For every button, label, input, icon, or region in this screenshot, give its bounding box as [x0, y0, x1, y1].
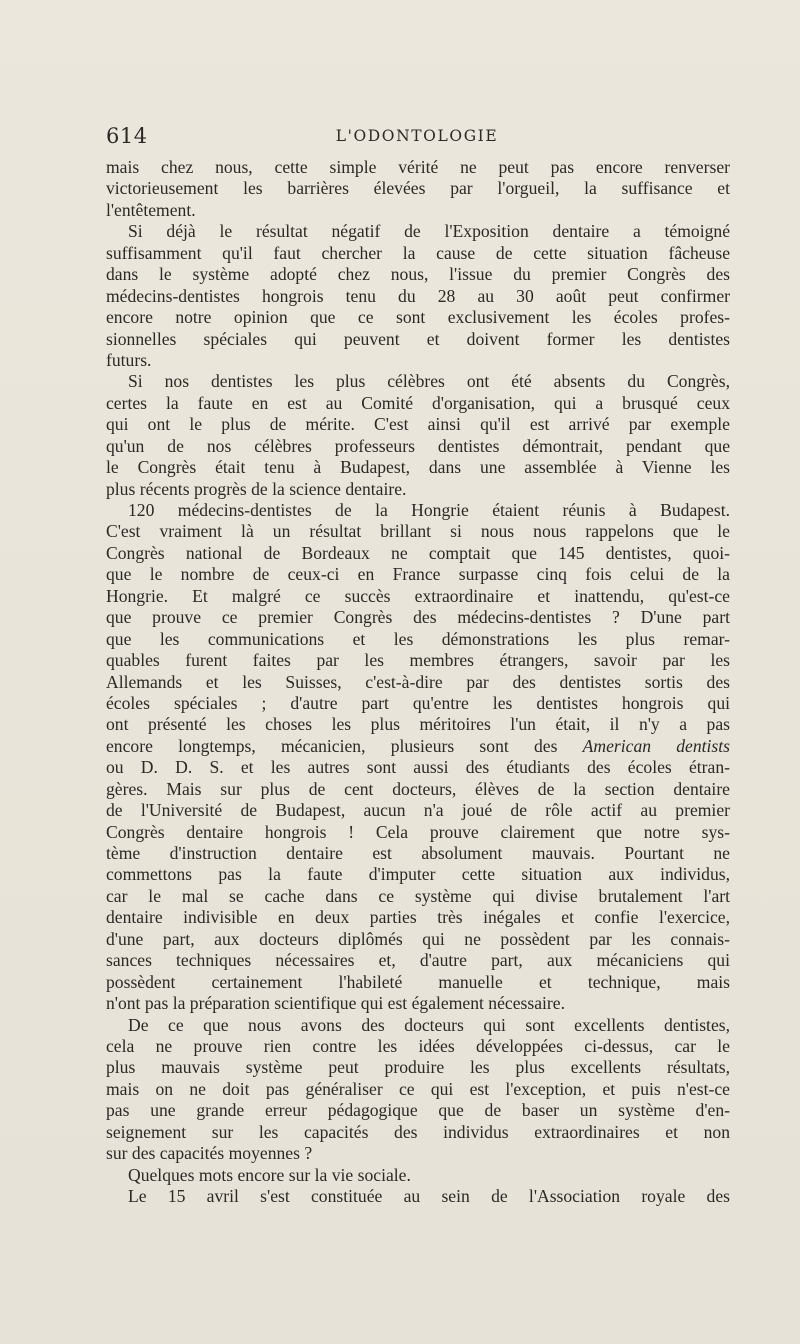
line-text: cela ne prouve rien contre les idées développées ci-dessus, car le [106, 1035, 730, 1056]
text-line [106, 1143, 730, 1164]
line-text: sur des capacités moyennes ? [106, 1143, 313, 1164]
line-text: ou D. D. S. et les autres sont aussi des étudiants des écoles étran- [106, 757, 730, 778]
line-text: possèdent certainement l'habileté manuelle et technique, mais [106, 971, 730, 992]
text-line [106, 650, 730, 671]
text-line [106, 779, 730, 800]
line-text: que prouve ce premier Congrès des médecins-dentistes ? D'une part [106, 607, 730, 628]
line-text: médecins-dentistes hongrois tenu du 28 au 30 août peut confirmer [106, 285, 730, 306]
text-line [106, 1057, 730, 1078]
text-line [106, 307, 730, 328]
text-line [106, 714, 730, 735]
line-text: quables furent faites par les membres étrangers, savoir par les [106, 650, 730, 671]
text-line [106, 929, 730, 950]
text-line [106, 886, 730, 907]
line-text: mais on ne doit pas généraliser ce qui est l'exception, et puis n'est-ce [106, 1078, 730, 1099]
line-text: qui ont le plus de mérite. C'est ainsi qu'il est arrivé par exemple [106, 414, 730, 435]
line-text: Le 15 avril s'est constituée au sein de l'Association royale des [128, 1186, 730, 1206]
line-text: car le mal se cache dans ce système qui divise brutalement l'art [106, 885, 730, 906]
text-line [106, 543, 730, 564]
line-text: Si nos dentistes les plus célèbres ont été absents du Congrès, [128, 371, 730, 392]
line-text: que le nombre de ceux-ci en France surpasse cinq fois celui de la [106, 564, 730, 585]
line-text: sances techniques nécessaires et, d'autre part, aux mécaniciens qui [106, 950, 730, 971]
text-line [106, 993, 730, 1014]
line-text: victorieusement les barrières élevées par l'orgueil, la suffisance et [106, 178, 730, 199]
line-text: tème d'instruction dentaire est absolument mauvais. Pourtant ne [106, 843, 730, 863]
text-line [106, 371, 730, 392]
page-number: 614 [106, 124, 148, 148]
text-line [106, 286, 730, 307]
text-line [106, 157, 730, 178]
text-line [106, 757, 730, 778]
line-text: Hongrie. Et malgré ce succès extraordinaire et inattendu, qu'est-ce [106, 585, 730, 606]
text-line [106, 200, 730, 221]
line-text: suffisamment qu'il faut chercher la cause de cette situation fâcheuse [106, 242, 730, 263]
text-line [106, 629, 730, 650]
text-line [106, 693, 730, 714]
text-line [106, 1079, 730, 1100]
text-line [106, 264, 730, 285]
text-line [106, 822, 730, 843]
text-line [106, 736, 730, 757]
text-line [106, 607, 730, 628]
text-line [106, 1186, 730, 1207]
running-title: L'ODONTOLOGIE [335, 127, 499, 145]
line-text: mais chez nous, cette simple vérité ne peut pas encore renverser [106, 157, 730, 177]
line-text: ont présenté les choses les plus méritoires l'un était, il n'y a pas [106, 714, 730, 735]
text-line [106, 393, 730, 414]
text-line [106, 350, 730, 371]
line-text: de l'Université de Budapest, aucun n'a joué de rôle actif au premier [106, 800, 730, 821]
line-text: Congrès national de Bordeaux ne comptait que 145 dentistes, quoi- [106, 542, 730, 563]
text-line [106, 329, 730, 350]
line-text: De ce que nous avons des docteurs qui sont excellents dentistes, [128, 1014, 730, 1035]
text-line [106, 243, 730, 264]
text-line [106, 500, 730, 521]
body-text [106, 157, 730, 1207]
text-line [106, 479, 730, 500]
line-text: d'une part, aux docteurs diplômés qui ne possèdent par les connais- [106, 928, 730, 949]
text-line [106, 1122, 730, 1143]
line-text: que les communications et les démonstrations les plus remar- [106, 628, 730, 649]
line-text: Congrès dentaire hongrois ! Cela prouve clairement que notre sys- [106, 821, 730, 842]
text-line [106, 1015, 730, 1036]
line-text: plus récents progrès de la science dentaire. [106, 478, 407, 499]
line-text: Allemands et les Suisses, c'est-à-dire par des dentistes sortis des [106, 671, 730, 692]
page-header [106, 124, 728, 154]
line-text: sionnelles spéciales qui peuvent et doivent former les dentistes [106, 328, 730, 349]
line-text: le Congrès était tenu à Budapest, dans une assemblée à Vienne les [106, 457, 730, 478]
line-text: commettons pas la faute d'imputer cette situation aux individus, [106, 864, 730, 885]
text-line [106, 972, 730, 993]
line-text: dentaire indivisible en deux parties très inégales et confie l'exercice, [106, 907, 730, 928]
text-line [106, 864, 730, 885]
line-text: 120 médecins-dentistes de la Hongrie étaient réunis à Budapest. [128, 500, 730, 520]
text-line [106, 672, 730, 693]
line-text: Si déjà le résultat négatif de l'Exposition dentaire a témoigné [128, 221, 730, 242]
text-line [106, 843, 730, 864]
line-text: encore notre opinion que ce sont exclusivement les écoles profes- [106, 307, 730, 328]
text-line [106, 521, 730, 542]
line-text: gères. Mais sur plus de cent docteurs, élèves de la section dentaire [106, 778, 730, 799]
line-text: seignement sur les capacités des individus extraordinaires et non [106, 1121, 730, 1142]
text-line [106, 178, 730, 199]
text-line [106, 221, 730, 242]
line-text: qu'un de nos célèbres professeurs dentistes démontrait, pendant que [106, 435, 730, 456]
line-text: futurs. [106, 349, 152, 370]
text-line [106, 950, 730, 971]
line-text: écoles spéciales ; d'autre part qu'entre les dentistes hongrois qui [106, 692, 730, 713]
line-text: pas une grande erreur pédagogique que de baser un système d'en- [106, 1100, 730, 1121]
italic-phrase: American dentists [582, 735, 731, 756]
line-text: n'ont pas la préparation scientifique qui est également nécessaire. [106, 993, 565, 1014]
line-text: plus mauvais système peut produire les plus excellents résultats, [106, 1057, 730, 1078]
text-line [106, 457, 730, 478]
line-text: dans le système adopté chez nous, l'issue du premier Congrès des [106, 264, 730, 285]
line-text: certes la faute en est au Comité d'organisation, qui a brusqué ceux [106, 392, 730, 413]
line-text: Quelques mots encore sur la vie sociale. [128, 1164, 411, 1185]
text-line [106, 1165, 730, 1186]
text-line [106, 436, 730, 457]
line-text: encore longtemps, mécanicien, plusieurs sont des [106, 735, 558, 756]
text-line [106, 586, 730, 607]
text-line [106, 1036, 730, 1057]
text-line [106, 564, 730, 585]
text-line [106, 907, 730, 928]
text-line [106, 414, 730, 435]
text-line [106, 800, 730, 821]
text-line [106, 1100, 730, 1121]
line-text: C'est vraiment là un résultat brillant si nous nous rappelons que le [106, 521, 730, 542]
line-text: l'entêtement. [106, 199, 196, 220]
